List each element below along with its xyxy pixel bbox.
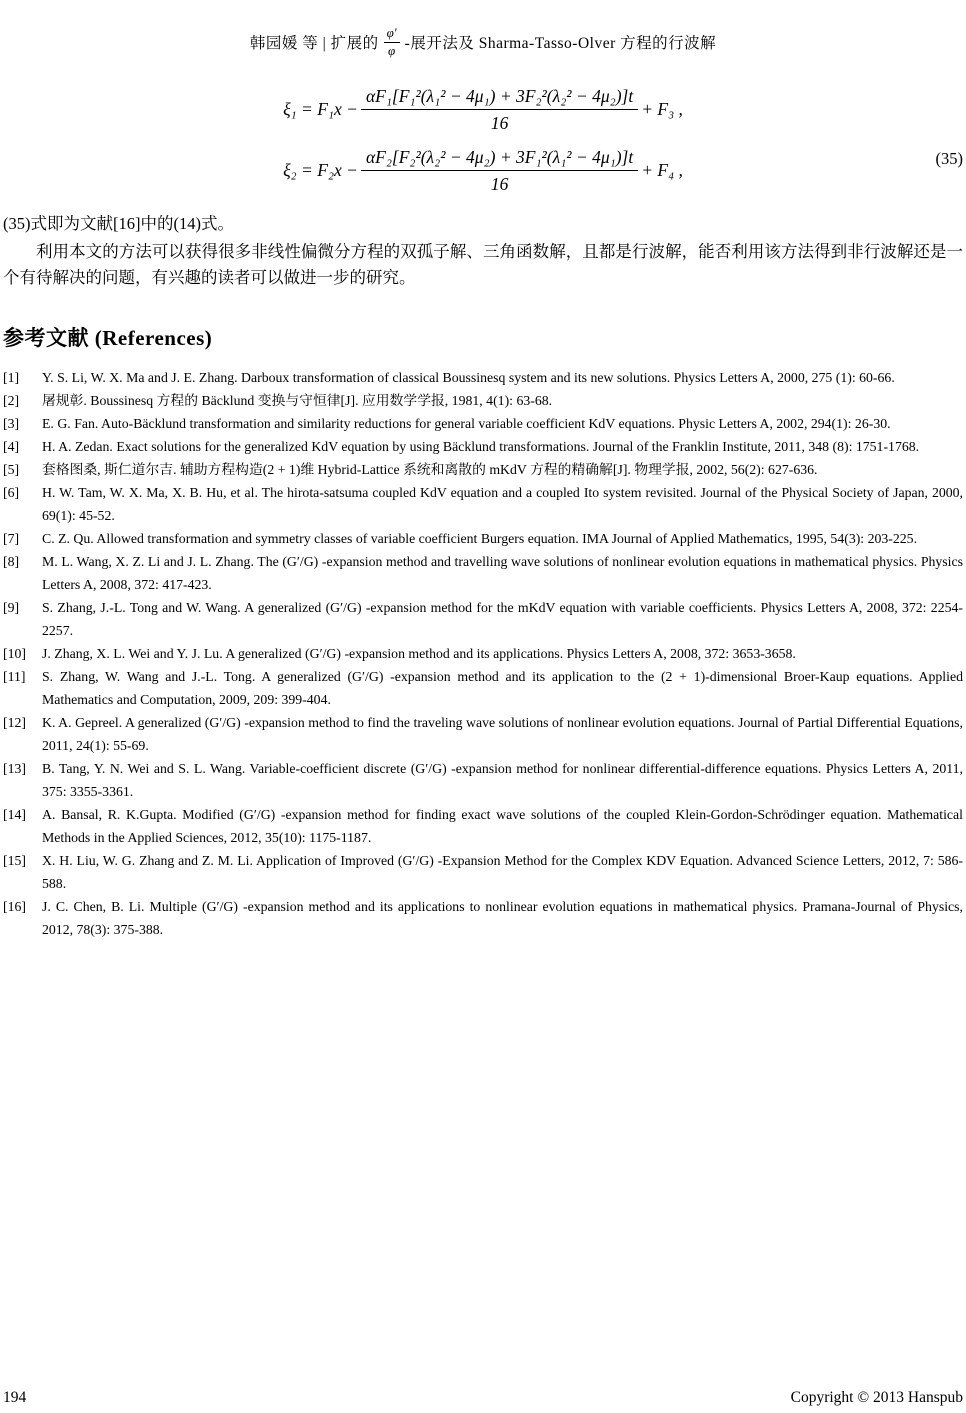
reference-text: A. Bansal, R. K.Gupta. Modified (G′/G) -expansion method for finding exact wave solutions of the coupled Klein-Gordon-Schrödinger equation. Mathematical Methods in the Applied Sciences, 2012, 35(10): 1175-1187. <box>42 806 963 845</box>
eq1-tail: + F₃ , <box>641 99 683 120</box>
reference-text: E. G. Fan. Auto-Bäcklund transformation and similarity reductions for general variable coefficient KdV equations. Physic Letters A, 2002, 294(1): 26-30. <box>42 415 891 431</box>
references-heading: 参考文献 (References) <box>3 325 213 350</box>
reference-text: S. Zhang, W. Wang and J.-L. Tong. A generalized (G′/G) -expansion method and its application to the (2 + 1)-dimensional Broer-Kaup equations. Applied Mathematics and Computation, 2009, 209: 399-404. <box>42 668 963 707</box>
reference-6 <box>3 481 963 527</box>
running-head <box>3 10 963 72</box>
eq2-denominator: 16 <box>490 174 509 195</box>
reference-number: [2] <box>3 392 20 408</box>
reference-number: [7] <box>3 530 20 546</box>
reference-text: S. Zhang, J.-L. Tong and W. Wang. A generalized (G′/G) -expansion method for the mKdV equation with variable coefficients. Physics Letters A, 2008, 372: 2254-2257. <box>42 599 963 638</box>
reference-1 <box>3 366 963 389</box>
reference-number: [11] <box>3 668 26 684</box>
reference-number: [14] <box>3 806 26 822</box>
reference-text: H. A. Zedan. Exact solutions for the generalized KdV equation by using Bäcklund transformations. Journal of the Franklin Institute, 2011, 348 (8): 1751-1768. <box>42 438 920 454</box>
reference-number: [8] <box>3 553 20 569</box>
reference-13 <box>3 757 963 803</box>
reference-10 <box>3 642 963 665</box>
reference-text: J. Zhang, X. L. Wei and Y. J. Lu. A generalized (G′/G) -expansion method and its applications. Physics Letters A, 2008, 372: 3653-3658. <box>42 645 796 661</box>
copyright-notice: Copyright © 2013 Hanspub <box>790 1389 963 1406</box>
reference-4 <box>3 435 963 458</box>
reference-15 <box>3 849 963 895</box>
eq2-numerator: αF₂[F₂²(λ₂² − 4μ₂) + 3F₁²(λ₁² − 4μ₁)]t <box>361 147 638 171</box>
reference-5 <box>3 458 963 481</box>
reference-number: [12] <box>3 714 26 730</box>
reference-text: 套格图桑, 斯仁道尔吉. 辅助方程构造(2 + 1)维 Hybrid-Lattice 系统和离散的 mKdV 方程的精确解[J]. 物理学报, 2002, 56(2): 627-636. <box>42 461 818 477</box>
reference-number: [9] <box>3 599 20 615</box>
reference-11 <box>3 665 963 711</box>
phi-fraction-denominator: φ <box>388 42 396 58</box>
reference-number: [1] <box>3 369 20 385</box>
reference-number: [10] <box>3 645 26 661</box>
running-head-prefix: 韩园媛 等 | 扩展的 <box>249 35 379 52</box>
phi-fraction <box>384 26 400 59</box>
reference-text: C. Z. Qu. Allowed transformation and symmetry classes of variable coefficient Burgers equation. IMA Journal of Applied Mathematics, 1995, 54(3): 203-225. <box>42 530 918 546</box>
reference-number: [6] <box>3 484 20 500</box>
reference-7 <box>3 527 963 550</box>
reference-text: Y. S. Li, W. X. Ma and J. E. Zhang. Darboux transformation of classical Boussinesq system and its new solutions. Physics Letters A, 2000, 275 (1): 60-66. <box>42 369 895 385</box>
reference-2 <box>3 389 963 412</box>
reference-text: H. W. Tam, W. X. Ma, X. B. Hu, et al. The hirota-satsuma coupled KdV equation and a coupled Ito system revisited. Journal of the Physical Society of Japan, 2000, 69(1): 45-52. <box>42 484 963 523</box>
phi-fraction-numerator: φ′ <box>384 26 400 43</box>
reference-8 <box>3 550 963 596</box>
paragraph-eq-note: (35)式即为文献[16]中的(14)式。 <box>3 213 234 233</box>
reference-number: [13] <box>3 760 26 776</box>
reference-text: K. A. Gepreel. A generalized (G′/G) -expansion method to find the traveling wave solutions of nonlinear evolution equations. Journal of Partial Differential Equations, 2011, 24(1): 55-69. <box>42 714 963 753</box>
equation-xi2 <box>283 147 683 194</box>
reference-number: [15] <box>3 852 26 868</box>
reference-text: M. L. Wang, X. Z. Li and J. L. Zhang. The (G′/G) -expansion method and travelling wave solutions of nonlinear evolution equations in mathematical physics. Physics Letters A, 2008, 372: 417-423. <box>42 553 963 592</box>
reference-12 <box>3 711 963 757</box>
equation-number: (35) <box>935 148 963 168</box>
equation-xi1 <box>283 86 683 133</box>
reference-number: [5] <box>3 461 20 477</box>
running-head-suffix: -展开法及 Sharma-Tasso-Olver 方程的行波解 <box>404 35 717 52</box>
references-list <box>3 366 963 941</box>
reference-text: J. C. Chen, B. Li. Multiple (G′/G) -expansion method and its applications to nonlinear evolution equations in mathematical physics. Pramana-Journal of Physics, 2012, 78(3): 375-388. <box>42 898 963 937</box>
reference-16 <box>3 895 963 941</box>
eq1-fraction <box>361 86 638 133</box>
reference-14 <box>3 803 963 849</box>
paragraph-conclusion: 利用本文的方法可以获得很多非线性偏微分方程的双孤子解、三角函数解，且都是行波解，能否利用该方法得到非行波解还是一个有待解决的问题，有兴趣的读者可以做进一步的研究。 <box>3 241 963 288</box>
reference-text: X. H. Liu, W. G. Zhang and Z. M. Li. Application of Improved (G′/G) -Expansion Method for the Complex KDV Equation. Advanced Science Letters, 2012, 7: 586-588. <box>42 852 963 891</box>
reference-number: [16] <box>3 898 26 914</box>
reference-number: [3] <box>3 415 20 431</box>
eq1-lhs: ξ₁ = F₁x − <box>283 99 358 120</box>
eq1-numerator: αF₁[F₁²(λ₁² − 4μ₁) + 3F₂²(λ₂² − 4μ₂)]t <box>361 86 638 110</box>
page-number: 194 <box>3 1389 27 1406</box>
eq2-lhs: ξ₂ = F₂x − <box>283 160 358 181</box>
eq2-fraction <box>361 147 638 194</box>
reference-text: 屠规彰. Boussinesq 方程的 Bäcklund 变换与守恒律[J]. 应用数学学报, 1981, 4(1): 63-68. <box>42 392 553 408</box>
equation-block-35 <box>3 86 963 195</box>
reference-text: B. Tang, Y. N. Wei and S. L. Wang. Variable-coefficient discrete (G′/G) -expansion method for nonlinear differential-difference equations. Physics Letters A, 2011, 375: 3355-3361. <box>42 760 963 799</box>
eq1-denominator: 16 <box>490 113 509 134</box>
eq2-tail: + F₄ , <box>641 160 683 181</box>
reference-3 <box>3 412 963 435</box>
reference-9 <box>3 596 963 642</box>
reference-number: [4] <box>3 438 20 454</box>
